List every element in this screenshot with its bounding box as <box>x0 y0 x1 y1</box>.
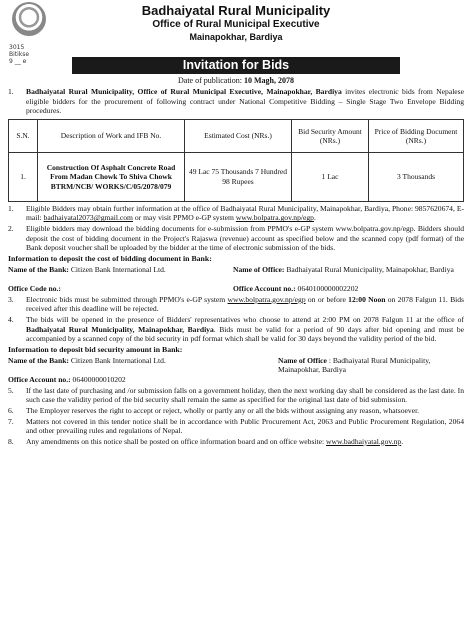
cell-security: 1 Lac <box>292 152 369 201</box>
col-header-price: Price of Bidding Document (NRs.) <box>369 119 464 152</box>
col-header-cost: Estimated Cost (NRs.) <box>185 119 292 152</box>
stamp-mark: 3015 Bitikse 9 __ e <box>9 44 30 65</box>
paragraph-1: 1. Eligible Bidders may obtain further information at the office of Badhaiyatal Rural Municipality, Mainapokhar, Bardiya, Phone: 9857620674, E-mail: badhaiyatal2073@gmail.com or may visit PPMO e-GP system www.bolpatra.gov.np/egp. <box>8 203 464 223</box>
col-header-security: Bid Security Amount (NRs.) <box>292 119 369 152</box>
deposit-cost-account-row: Office Code no.: Office Account no.: 0640100000002202 <box>8 283 359 293</box>
egp-submit-link[interactable]: www.bolpatra.gov.np/egp <box>227 294 306 304</box>
paragraph-4: 4. The bids will be opened in the presence of Bidders' representatives who choose to attend at 2:00 PM on 2078 Falgun 11 at the office of Badhaiyatal Rural Municipality, Mainapokhar, Bardiya. Bids must be valid for a period of 90 days after bid opening and must be accompanied by a scanned copy of the bid security in pdf format which shall be valid for 30 days beyond the validity period of the bid. <box>8 314 464 344</box>
paragraph-2: 2. Eligible bidders may download the bidding documents for e-submission from PPMO's e-GP system www.bolpatra.gov.np/egp. Bidders should deposit the cost of bidding document in the Project's Rajaswa (revenue) account as specified below and the scanned copy (pdf format) of the Bank deposit voucher shall be uploaded by the bidder at the time of electronic submission of the bids. <box>8 223 464 253</box>
egp-link[interactable]: www.bolpatra.gov.np/egp <box>235 213 314 223</box>
col-header-description: Description of Work and IFB No. <box>38 119 185 152</box>
office-name: Office of Rural Municipal Executive <box>152 19 320 30</box>
paragraph-3: 3. Electronic bids must be submitted through PPMO's e-GP system www.bolpatra.gov.np/egp on or before 12:00 Noon on 2078 Falgun 11. Bids received after this deadline will be rejected. <box>8 294 465 314</box>
paragraph-6: 6. The Employer reserves the right to accept or reject, wholly or partly any or all the bids without assigning any reason, whatsoever. <box>8 405 420 415</box>
cell-price: 3 Thousands <box>369 152 464 201</box>
bids-table <box>8 119 464 202</box>
government-emblem-icon <box>12 2 46 36</box>
table-header-row <box>9 119 464 152</box>
cell-description: Construction Of Asphalt Concrete Road From Madan Chowk To Shiva Chowk BTRM/NCB/ WORKS/C/05/2078/079 <box>38 152 185 201</box>
cell-cost: 49 Lac 75 Thousands 7 Hundred 98 Rupees <box>185 152 292 201</box>
deposit-cost-bank-row: Name of the Bank: Citizen Bank International Ltd. Name of Office: Badhaiyatal Rural Municipality, Mainapokhar, Bardiya <box>8 264 454 274</box>
cell-sn: 1. <box>9 152 38 201</box>
deposit-security-bank-row: Name of the Bank: Citizen Bank International Ltd. Name of Office : Badhaiyatal Rural Municipality, Mainapokhar, Bardiya <box>8 355 431 375</box>
intro-paragraph: 1. Badhaiyatal Rural Municipality, Office of Rural Municipal Executive, Mainapokhar, Bardiya invites electronic bids from Nepalese eligible bidders for the procurement of following contract under National Competitive Bidding – Single Stage Two Envelope Bidding procedures. <box>8 87 464 116</box>
email-link[interactable]: badhaiyatal2073@gmail.com <box>43 213 133 223</box>
paragraph-5: 5. If the last date of purchasing and /or submission falls on a government holiday, then the next working day shall be considered as the last date. In such case the validity period of the bid security shall remain the same as specified for the original last date of bid submission. <box>8 385 464 405</box>
publication-date: Date of publication: 10 Magh, 2078 <box>178 76 294 85</box>
paragraph-8: 8. Any amendments on this notice shall be posted on office information board and on office website: www.badhaiyatal.gov.np. <box>8 436 404 446</box>
deposit-security-heading: Information to deposit bid security amount in Bank: <box>8 344 183 354</box>
notice-title: Invitation for Bids <box>72 57 400 74</box>
table-row <box>9 152 464 201</box>
deposit-security-account-row: Office Account no.: 06400000010202 <box>8 374 126 384</box>
deposit-cost-heading: Information to deposit the cost of bidding document in Bank: <box>8 253 212 263</box>
col-header-sn: S.N. <box>9 119 38 152</box>
organization-name: Badhaiyatal Rural Municipality <box>141 3 331 18</box>
website-link[interactable]: www.badhaiyatal.gov.np <box>326 436 402 446</box>
paragraph-7: 7. Matters not covered in this tender notice shall be in accordance with Public Procurement Act, 2063 and Public Procurement Regulation, 2064 and other prevailing rules and regulations of Nepal. <box>8 416 464 436</box>
office-address: Mainapokhar, Bardiya <box>189 32 283 42</box>
